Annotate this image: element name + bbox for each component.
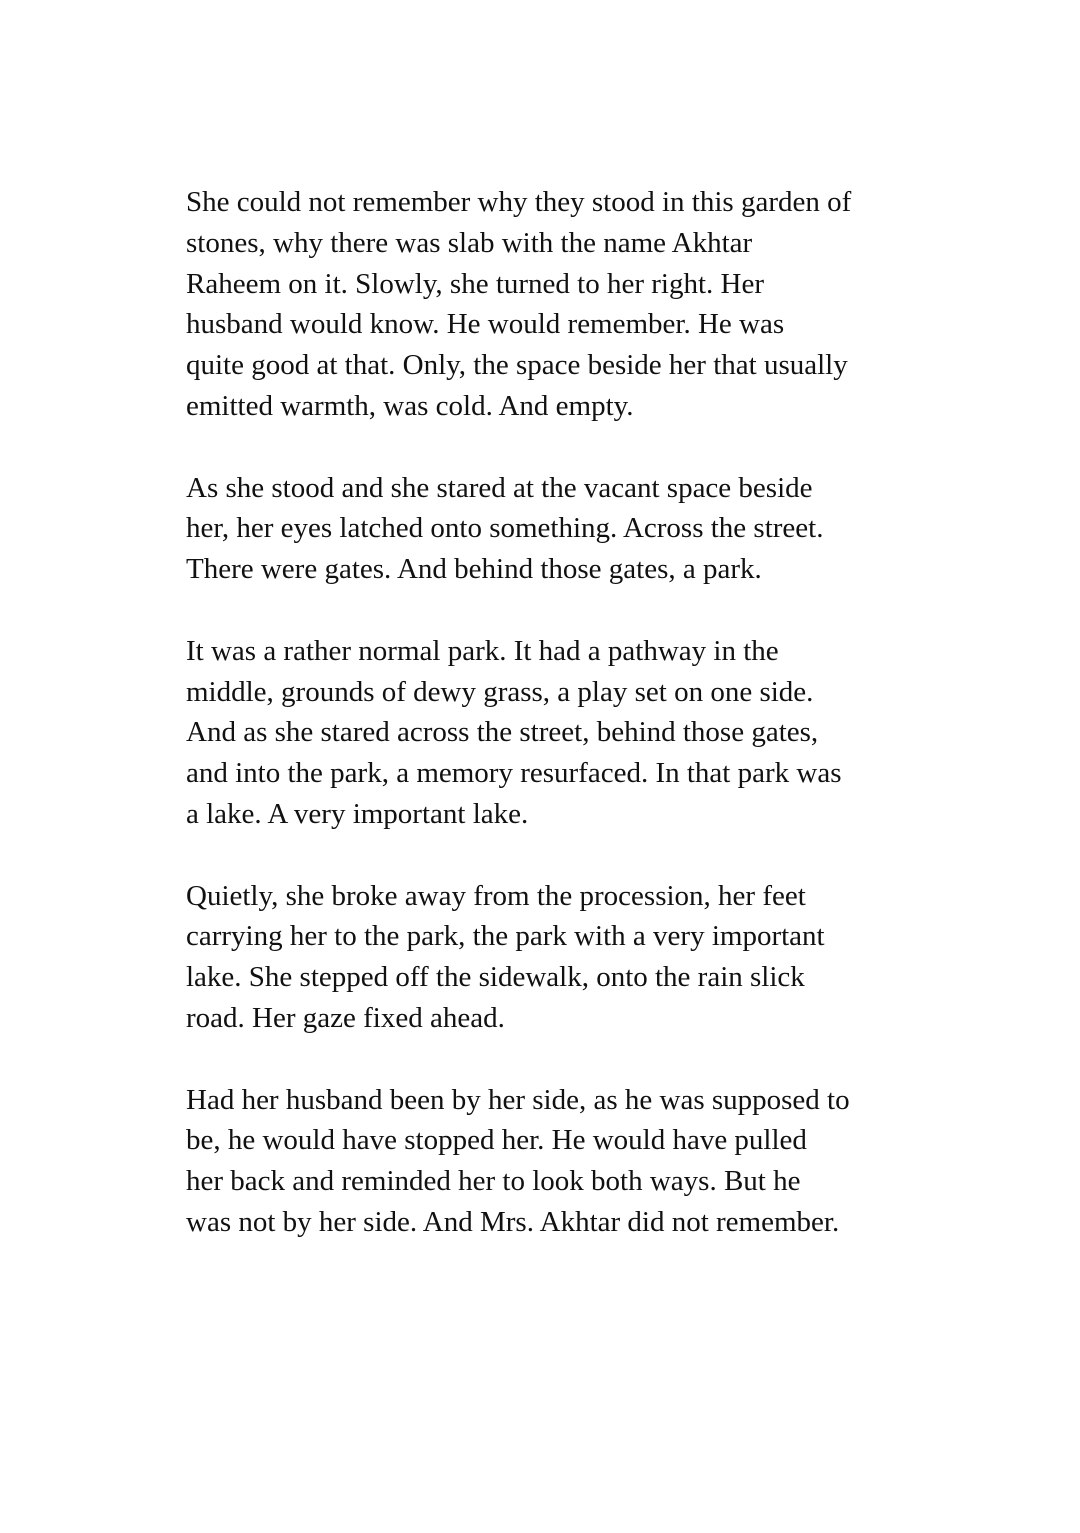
text-line: road. Her gaze fixed ahead. <box>186 1001 505 1034</box>
text-line: Had her husband been by her side, as he was supposed to <box>186 1083 850 1116</box>
text-line: As she stood and she stared at the vacant space beside <box>186 471 813 504</box>
paragraph <box>186 1080 906 1243</box>
text-line: was not by her side. And Mrs. Akhtar did not remember. <box>186 1205 840 1238</box>
text-line: lake. She stepped off the sidewalk, onto the rain slick <box>186 961 805 994</box>
text-line: There were gates. And behind those gates, a park. <box>186 553 762 586</box>
text-line: middle, grounds of dewy grass, a play set on one side. <box>186 675 814 708</box>
paragraph <box>186 182 906 427</box>
text-line: and into the park, a memory resurfaced. In that park was <box>186 757 842 790</box>
text-line: And as she stared across the street, behind those gates, <box>186 716 819 749</box>
text-line: husband would know. He would remember. He was <box>186 308 785 341</box>
text-line: emitted warmth, was cold. And empty. <box>186 389 634 422</box>
text-line: be, he would have stopped her. He would have pulled <box>186 1124 807 1157</box>
text-line: It was a rather normal park. It had a pathway in the <box>186 634 779 667</box>
text-line: her back and reminded her to look both ways. But he <box>186 1165 801 1198</box>
paragraph <box>186 631 906 835</box>
text-line: a lake. A very important lake. <box>186 797 529 830</box>
text-line: She could not remember why they stood in this garden of <box>186 186 852 218</box>
paragraph <box>186 468 906 590</box>
text-line: quite good at that. Only, the space beside her that usually <box>186 349 848 382</box>
text-line: carrying her to the park, the park with a very important <box>186 920 825 953</box>
text-line: Raheem on it. Slowly, she turned to her right. Her <box>186 267 765 300</box>
text-line: Quietly, she broke away from the procession, her feet <box>186 879 806 912</box>
text-line: her, her eyes latched onto something. Across the street. <box>186 512 824 545</box>
text-line: stones, why there was slab with the name Akhtar <box>186 226 753 259</box>
paragraph <box>186 876 906 1039</box>
story-text <box>186 182 906 1243</box>
